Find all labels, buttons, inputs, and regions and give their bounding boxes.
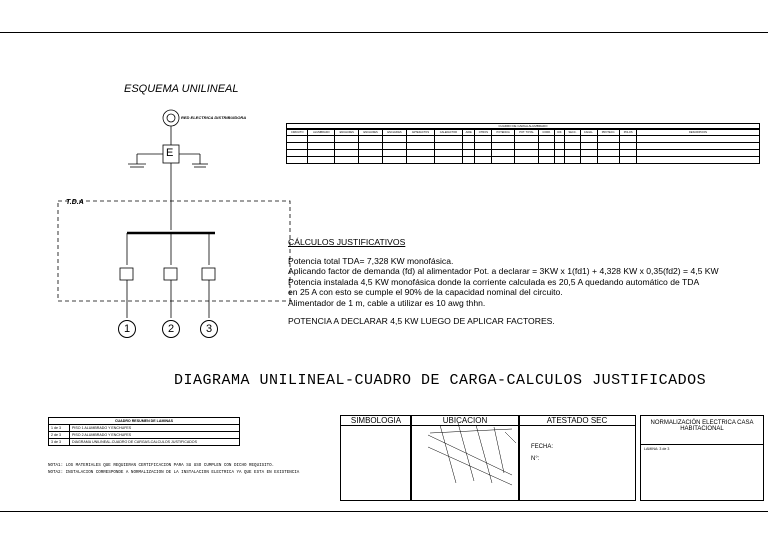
circuit-number-2: 2 <box>162 320 180 338</box>
drawing-sheet <box>0 32 768 512</box>
lamina-label: LAMINA: <box>644 447 659 451</box>
notes <box>48 463 299 477</box>
load-table-header: ALUMBRADO <box>308 129 335 136</box>
load-table-header: CORR. <box>539 129 555 136</box>
project-box <box>640 415 764 501</box>
load-table-header: ARTEFACTOS <box>406 129 434 136</box>
load-table-header: AIRE <box>462 129 475 136</box>
atestado-header: ATESTADO SEC <box>519 416 635 426</box>
sheets-summary-table <box>48 417 240 446</box>
circuit-number-1: 1 <box>118 320 136 338</box>
sheets-summary-title: CUADRO RESUMEN DE LAMINAS <box>49 418 240 425</box>
simbologia-box <box>340 415 412 501</box>
load-table-header: SECC. <box>565 129 580 136</box>
note-1: NOTA1: LOS MATERIALES QUE REQUIERAN CERTIFICACION PARA SU USO CUMPLEN CON DICHO REQUISITO. <box>48 464 275 468</box>
circuit-number-3: 3 <box>200 320 218 338</box>
calculation-line: en 25 A con esto se cumple el 90% de la capacidad nominal del circuito. <box>288 287 563 297</box>
diagram-title: ESQUEMA UNILINEAL <box>124 83 239 95</box>
lamina-value: 3 de 3 <box>659 447 670 451</box>
note-2: NOTA2: INSTALACION CORRESPONDE A NORMALIZACION DE LA INSTALACION ELECTRICA YA QUE ESTA EN EXISTENCIA <box>48 471 300 475</box>
load-table-header: POTENCIA <box>492 129 515 136</box>
calculation-line: Potencia total TDA= 7,328 KW monofásica. <box>288 255 454 266</box>
tda-label: T.D.A <box>66 199 84 206</box>
project-title: NORMALIZACIÓN ELECTRICA CASA HABITACIONAL <box>641 416 763 445</box>
e-box-letter: E <box>166 147 174 159</box>
atestado-box <box>518 415 636 501</box>
calculation-line: Aplicando factor de demanda (fd) al alimentador Pot. a declarar = 3KW x 1(fd1) + 4,328 KW x 0,35(fd2) = 4,5 KW <box>288 266 719 276</box>
load-table-header: OTROS <box>475 129 492 136</box>
calculation-line: Alimentador de 1 m, cable a utilizar es 10 awg thhn. <box>288 297 486 308</box>
table-row <box>287 136 760 143</box>
lamina-row <box>641 445 763 453</box>
ubicacion-header: UBICACION <box>411 416 519 426</box>
fecha-label: FECHA: <box>531 444 554 450</box>
ubicacion-box <box>410 415 520 501</box>
table-row: 3 de 3 DIAGRAMA UNILINEAL-CUADRO DE CARGAS-CALCULOS JUSTIFICADOS <box>49 439 240 446</box>
load-table-header: CANAL. <box>580 129 597 136</box>
table-row: 1 de 3 PISO 1 ALUMBRADO Y ENCHUFES <box>49 425 240 432</box>
table-row: 2 de 3 PISO 2 ALUMBRADO Y ENCHUFES <box>49 432 240 439</box>
table-row <box>287 150 760 157</box>
load-table-title: CUADRO DE CARGA ALUMBRADO <box>286 123 760 130</box>
sheet-main-title: DIAGRAMA UNILINEAL-CUADRO DE CARGA-CALCULOS JUSTIFICADOS <box>174 372 707 389</box>
calculation-conclusion: POTENCIA A DECLARAR 4,5 KW LUEGO DE APLICAR FACTORES. <box>288 316 555 326</box>
load-table-header: CALEFACTOR <box>434 129 462 136</box>
load-table-grid <box>286 128 760 164</box>
simbologia-header: SIMBOLOGIA <box>341 416 411 426</box>
calculations-heading: CÁLCULOS JUSTIFICATIVOS <box>288 237 406 247</box>
calculation-line: Potencia instalada 4,5 KW monofásica donde la corriente calculada es 20,5 A quedando automático de TDA <box>288 276 700 287</box>
load-table-header: DIF. <box>554 129 565 136</box>
load-table-header: ENCHUFES <box>359 129 383 136</box>
load-table <box>286 123 760 185</box>
calculations-block <box>288 237 719 327</box>
load-table-header: ENCHUFES <box>335 129 359 136</box>
load-table-header: DESCRIPCION <box>637 129 760 136</box>
table-row <box>287 157 760 164</box>
red-label: RED ELECTRICA DISTRIBUIDORA <box>181 115 247 120</box>
load-table-header: CIRCUITO <box>287 129 308 136</box>
load-table-header: POLOS <box>620 129 637 136</box>
load-table-header: PROTECC. <box>597 129 620 136</box>
load-table-header: POT. TOTAL <box>514 129 538 136</box>
load-table-header: ENCHUFES <box>383 129 407 136</box>
table-row <box>287 143 760 150</box>
numero-label: N°: <box>531 456 540 462</box>
